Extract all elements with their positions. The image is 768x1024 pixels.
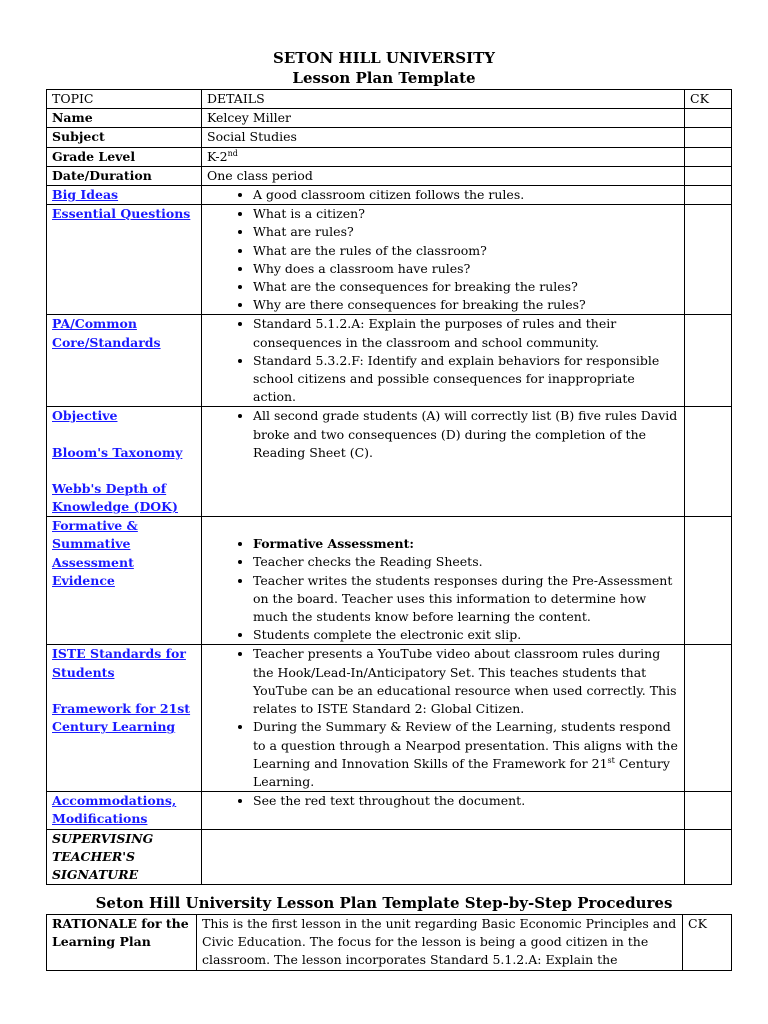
iste-item2-end: Century Learning.	[253, 755, 670, 789]
assessment-link[interactable]: Formative & Summative Assessment Evidence	[52, 518, 138, 588]
list-item	[253, 718, 679, 791]
list-item: • What is a citizen?	[253, 205, 679, 223]
objective-link[interactable]: Objective	[52, 408, 118, 424]
objective-list	[207, 407, 679, 462]
header-details: DETAILS	[202, 90, 685, 109]
university-title: SETON HILL UNIVERSITY	[273, 49, 495, 67]
ck-cell	[685, 109, 732, 128]
list-item: • Standard 5.3.2.F: Identify and explain behaviors for responsible school citizens and possible consequences for inappropriate action.	[253, 352, 679, 407]
table-row	[47, 205, 732, 315]
rationale-text: This is the first lesson in the unit regarding Basic Economic Principles and Civic Education. The focus for the lesson is being a good citizen in the classroom. The lesson incorporates Standard 5.1.2.A: Explain the	[197, 915, 683, 971]
essential-questions-list	[207, 205, 679, 314]
assessment-heading: Formative Assessment:	[253, 536, 414, 552]
ck-cell	[685, 829, 732, 885]
table-header-row	[47, 90, 732, 109]
standards-link[interactable]: PA/Common Core/Standards	[52, 316, 161, 350]
table-row	[47, 645, 732, 792]
table-row	[47, 128, 732, 147]
list-item: • See the red text throughout the document.	[253, 792, 679, 810]
table-row	[47, 315, 732, 407]
grade-sup: nd	[227, 148, 238, 158]
standards-list	[207, 315, 679, 406]
list-item: • Standard 5.1.2.A: Explain the purposes of rules and their consequences in the classroom and school community.	[253, 315, 679, 351]
essential-questions-link[interactable]: Essential Questions	[52, 206, 191, 222]
ck-cell	[685, 517, 732, 645]
list-item: • All second grade students (A) will correctly list (B) five rules David broke and two consequences (D) during the completion of the Reading Sheet (C).	[253, 407, 679, 462]
grade-label: Grade Level	[47, 147, 202, 166]
list-item	[253, 535, 679, 553]
name-value: Kelcey Miller	[202, 109, 685, 128]
header-topic: TOPIC	[47, 90, 202, 109]
list-item: • What are the consequences for breaking the rules?	[253, 278, 679, 296]
grade-value	[202, 147, 685, 166]
big-ideas-link[interactable]: Big Ideas	[52, 187, 119, 203]
list-item: • Why does a classroom have rules?	[253, 260, 679, 278]
iste-list	[207, 645, 679, 791]
list-item: • What are rules?	[253, 223, 679, 241]
template-title: Lesson Plan Template	[292, 69, 476, 87]
table-row	[47, 517, 732, 645]
subject-value: Social Studies	[202, 128, 685, 147]
ck-cell	[685, 186, 732, 205]
accommodations-link[interactable]: Accommodations, Modifications	[52, 793, 177, 827]
table-row	[47, 109, 732, 128]
framework-21st-link[interactable]: Framework for 21st Century Learning	[52, 700, 191, 735]
table-row	[47, 166, 732, 185]
table-row	[47, 186, 732, 205]
ck-cell	[685, 645, 732, 792]
ck-cell	[685, 205, 732, 315]
procedures-title: Seton Hill University Lesson Plan Template Step-by-Step Procedures	[95, 894, 673, 912]
subject-label: Subject	[47, 128, 202, 147]
list-item: • A good classroom citizen follows the rules.	[253, 186, 679, 204]
iste-item2-text: During the Summary & Review of the Learning, students respond to a question through a Nearpod presentation. This aligns with the Learning and Innovation Skills of the Framework for 21	[253, 719, 678, 771]
duration-value: One class period	[202, 166, 685, 185]
grade-text: K-2	[207, 148, 228, 164]
accommodations-list	[207, 792, 679, 810]
assessment-list	[207, 535, 679, 644]
duration-label: Date/Duration	[47, 166, 202, 185]
ck-cell	[685, 792, 732, 829]
ck-cell	[685, 128, 732, 147]
rationale-table	[46, 914, 732, 971]
ck-cell	[685, 166, 732, 185]
list-item: • What are the rules of the classroom?	[253, 242, 679, 260]
iste-standards-link[interactable]: ISTE Standards for Students	[52, 646, 186, 680]
name-label: Name	[47, 109, 202, 128]
rationale-label: RATIONALE for the Learning Plan	[47, 915, 197, 971]
table-row	[47, 407, 732, 517]
header-ck: CK	[685, 90, 732, 109]
ck-cell	[685, 315, 732, 407]
lesson-plan-table	[46, 89, 732, 885]
table-row	[47, 915, 732, 971]
rationale-ck: CK	[683, 915, 732, 971]
table-row	[47, 829, 732, 885]
webbs-dok-link[interactable]: Webb's Depth of Knowledge (DOK)	[52, 480, 178, 515]
blooms-taxonomy-link[interactable]: Bloom's Taxonomy	[52, 444, 183, 460]
list-item: • Teacher writes the students responses during the Pre-Assessment on the board. Teacher uses this information to determine how much the students know before learning the content.	[253, 572, 679, 627]
signature-field[interactable]	[202, 829, 685, 885]
list-item: • Teacher presents a YouTube video about classroom rules during the Hook/Lead-In/Anticipatory Set. This teaches students that YouTube can be an educational resource when used correctly. This relates to ISTE Standard 2: Global Citizen.	[253, 645, 679, 718]
list-item: • Teacher checks the Reading Sheets.	[253, 553, 679, 571]
table-row	[47, 792, 732, 829]
ck-cell	[685, 407, 732, 517]
table-row	[47, 147, 732, 166]
list-item: • Students complete the electronic exit slip.	[253, 626, 679, 644]
signature-label: SUPERVISING TEACHER'S SIGNATURE	[47, 829, 202, 885]
ck-cell	[685, 147, 732, 166]
iste-item2-sup: st	[607, 755, 615, 765]
list-item: • Why are there consequences for breaking the rules?	[253, 296, 679, 314]
big-ideas-list	[207, 186, 679, 204]
